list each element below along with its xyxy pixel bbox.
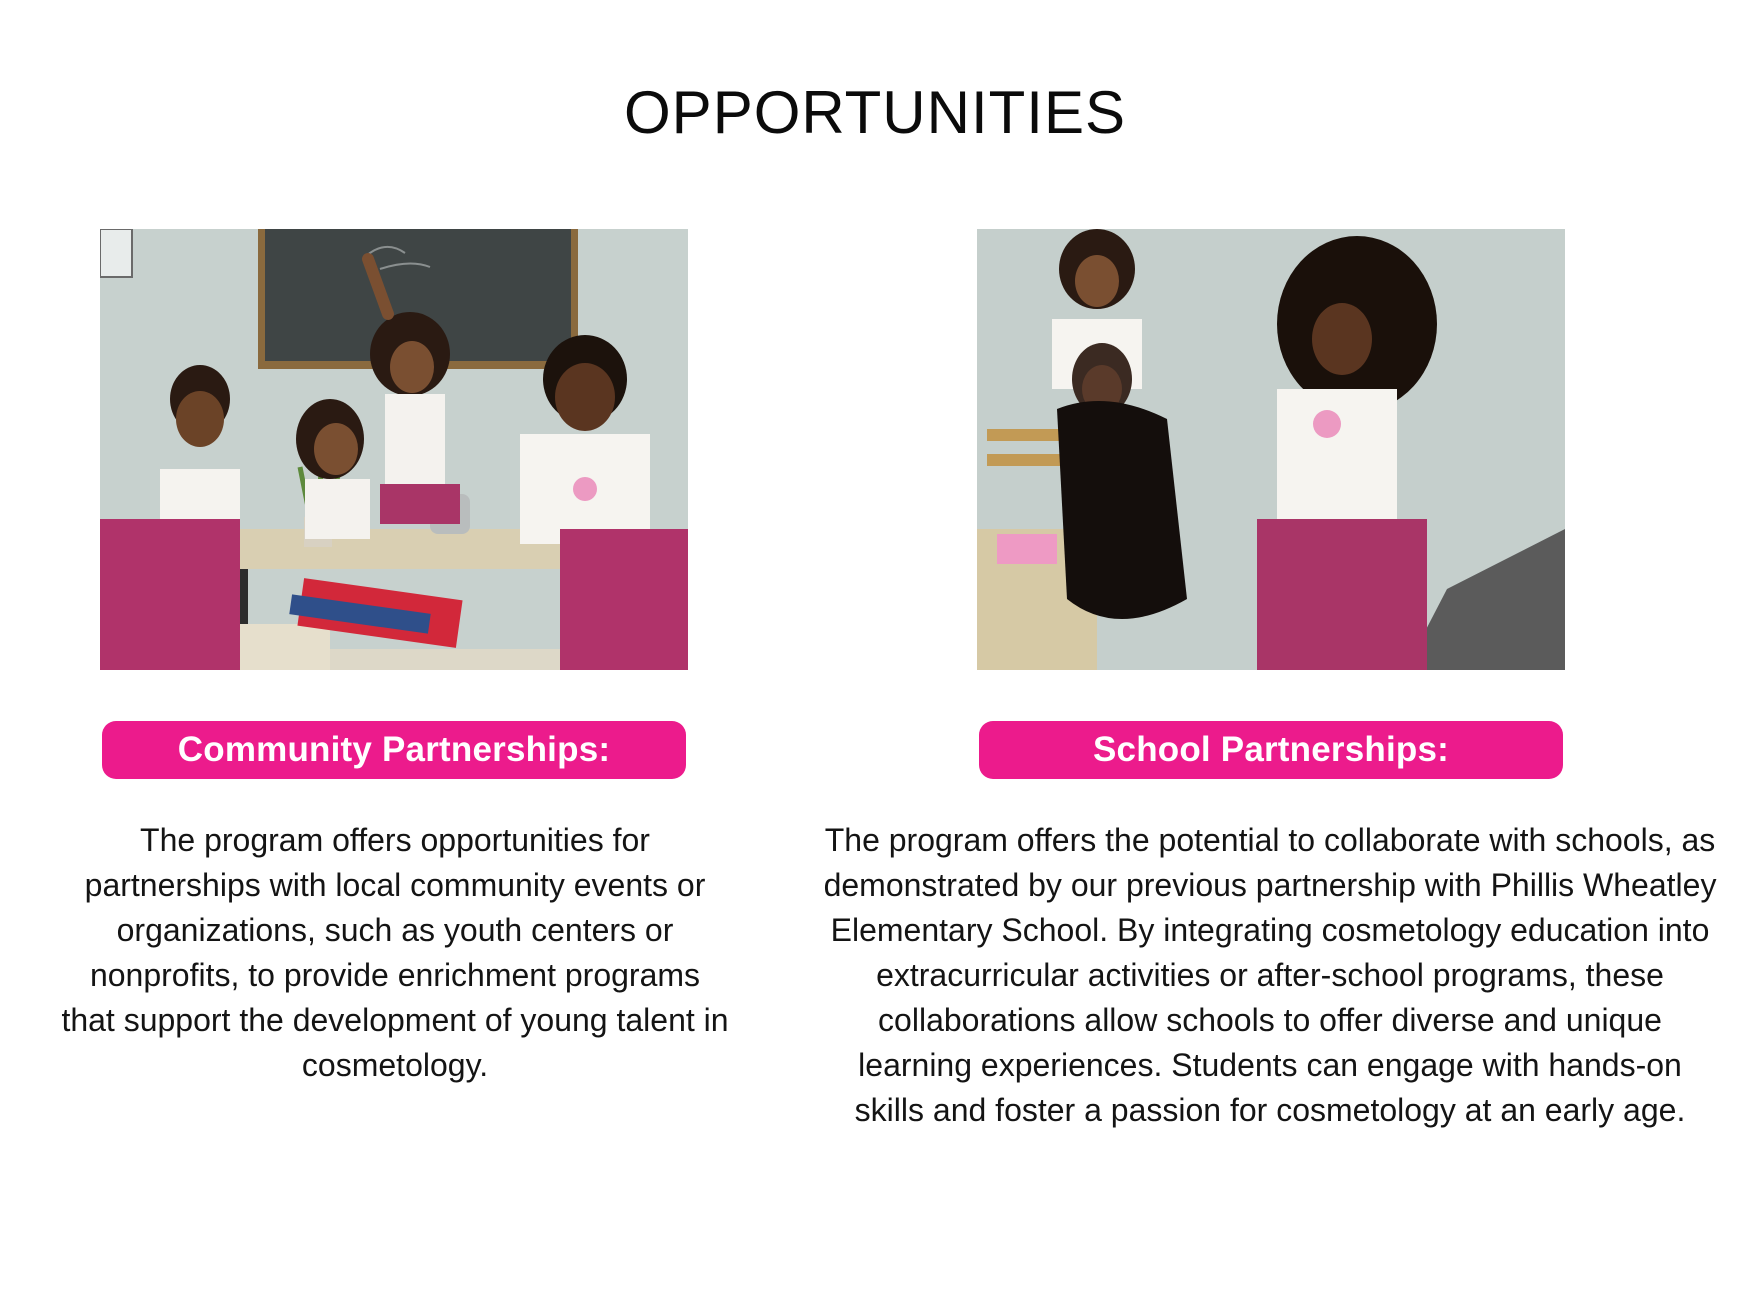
school-partnerships-description: The program offers the potential to collaborate with schools, as demonstrated by our previous partnership with Phillis Wheatley Elementary School. By integrating cosmetology education into extracurricular activities or after-school programs, these collaborations allow schools to offer diverse and unique learning experiences. Students can engage with hands-on skills and foster a passion for cosmetology at an early age. xyxy=(823,822,1717,1128)
community-partnerships-description: The program offers opportunities for partnerships with local community events or organizations, such as youth centers or nonprofits, to provide enrichment programs that support the development of young talent in cosmetology. xyxy=(61,822,729,1083)
community-partnerships-heading: Community Partnerships: xyxy=(102,721,686,779)
mannequin-photo-illustration xyxy=(977,229,1565,670)
page-title: OPPORTUNITIES xyxy=(624,79,1126,146)
classroom-photo-illustration xyxy=(100,229,688,670)
students-classroom-photo xyxy=(100,229,688,670)
students-styling-mannequin-photo xyxy=(977,229,1565,670)
school-partnerships-heading: School Partnerships: xyxy=(979,721,1563,779)
